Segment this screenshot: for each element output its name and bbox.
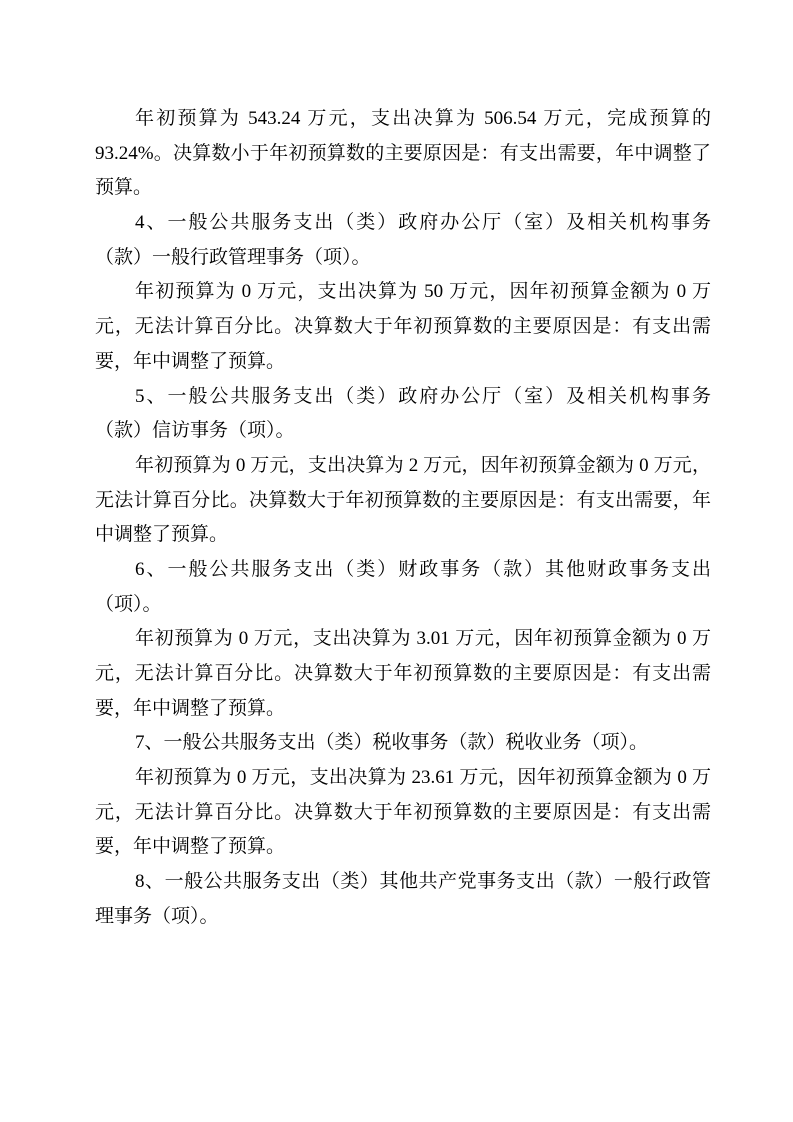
document-content bbox=[95, 102, 711, 935]
paragraph-item-5-heading bbox=[95, 380, 711, 449]
text-line: 元，无法计算百分比。决算数大于年初预算数的主要原因是：有支出需 bbox=[95, 801, 711, 823]
text-line: 理事务（项）。 bbox=[95, 905, 219, 927]
text-line: 要，年中调整了预算。 bbox=[95, 836, 286, 858]
text-line: 93.24%。决算数小于年初预算数的主要原因是：有支出需要，年中调整了 bbox=[95, 142, 711, 164]
paragraph-item-6-heading bbox=[95, 553, 711, 622]
paragraph-item-5-detail bbox=[95, 449, 711, 553]
paragraph-budget-summary bbox=[95, 102, 711, 206]
paragraph-item-4-heading bbox=[95, 206, 711, 275]
text-line: （项）。 bbox=[95, 593, 162, 615]
text-line: 年初预算为 0 万元，支出决算为 3.01 万元，因年初预算金额为 0 万 bbox=[135, 628, 711, 650]
text-line: 年初预算为 543.24 万元，支出决算为 506.54 万元，完成预算的 bbox=[135, 108, 711, 129]
text-line: （款）信访事务（项）。 bbox=[95, 420, 295, 442]
text-line: 5、一般公共服务支出（类）政府办公厅（室）及相关机构事务 bbox=[135, 385, 711, 407]
text-line: 6、一般公共服务支出（类）财政事务（款）其他财政事务支出 bbox=[135, 558, 711, 580]
text-line: 元，无法计算百分比。决算数大于年初预算数的主要原因是：有支出需 bbox=[95, 316, 711, 338]
paragraph-item-4-detail bbox=[95, 275, 711, 379]
text-line: 8、一般公共服务支出（类）其他共产党事务支出（款）一般行政管 bbox=[135, 871, 711, 893]
text-line: 年初预算为 0 万元，支出决算为 2 万元，因年初预算金额为 0 万元， bbox=[135, 454, 711, 476]
text-line: 无法计算百分比。决算数大于年初预算数的主要原因是：有支出需要，年 bbox=[95, 489, 711, 511]
paragraph-item-8-heading bbox=[95, 865, 711, 934]
text-line: 4、一般公共服务支出（类）政府办公厅（室）及相关机构事务 bbox=[135, 212, 711, 234]
text-line: 预算。 bbox=[95, 177, 153, 199]
paragraph-item-6-detail bbox=[95, 622, 711, 726]
text-line: 元，无法计算百分比。决算数大于年初预算数的主要原因是：有支出需 bbox=[95, 663, 711, 684]
text-line: 要，年中调整了预算。 bbox=[95, 697, 286, 719]
text-line: 年初预算为 0 万元，支出决算为 23.61 万元，因年初预算金额为 0 万 bbox=[135, 767, 711, 789]
paragraph-item-7-detail bbox=[95, 761, 711, 865]
text-line: 中调整了预算。 bbox=[95, 524, 229, 546]
paragraph-item-7-heading bbox=[95, 726, 711, 761]
text-line: 7、一般公共服务支出（类）税收事务（款）税收业务（项）。 bbox=[135, 732, 649, 754]
text-line: （款）一般行政管理事务（项）。 bbox=[95, 246, 371, 268]
text-line: 年初预算为 0 万元，支出决算为 50 万元，因年初预算金额为 0 万 bbox=[135, 281, 711, 303]
text-line: 要，年中调整了预算。 bbox=[95, 350, 286, 372]
